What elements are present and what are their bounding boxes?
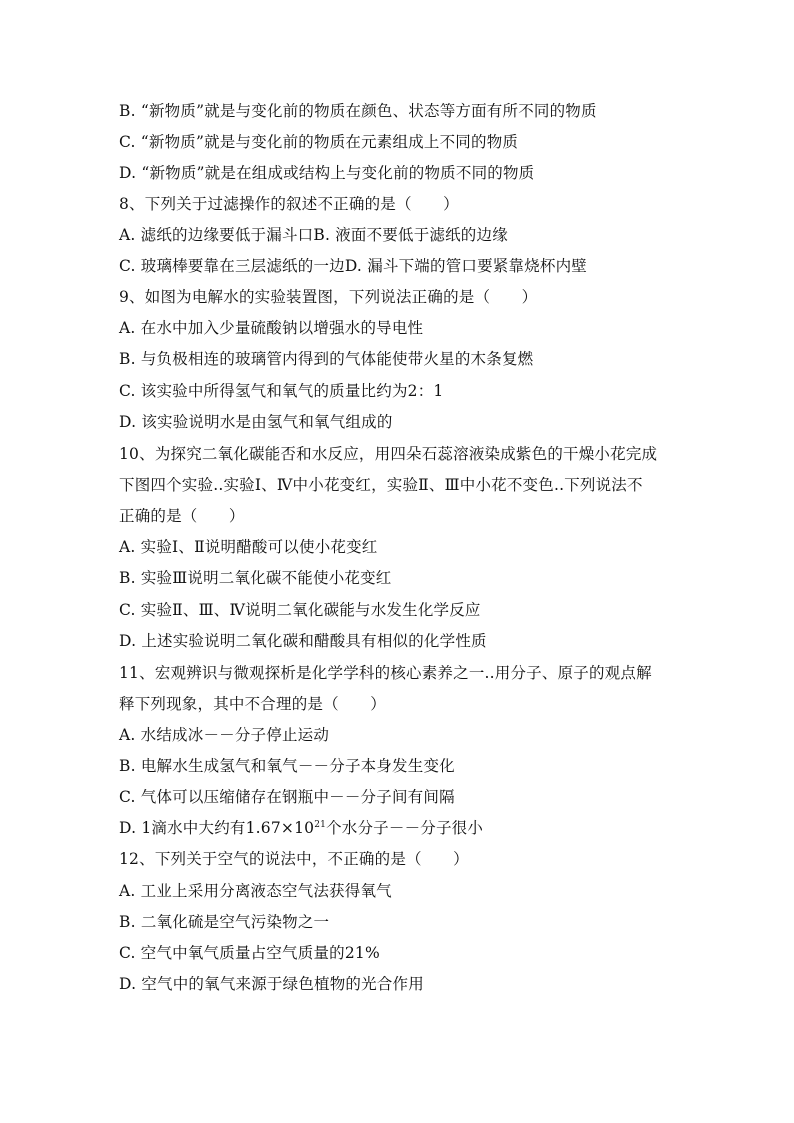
q12-option-d: D. 空气中的氧气来源于绿色植物的光合作用 — [119, 975, 424, 993]
q11-option-d — [119, 813, 483, 844]
q9-option-b: B. 与负极相连的玻璃管内得到的气体能使带火星的木条复燃 — [119, 350, 534, 368]
exponent: 21 — [314, 819, 327, 830]
q9-option-d: D. 该实验说明水是由氢气和氧气组成的 — [119, 413, 393, 431]
q12-option-c: C. 空气中氧气质量占空气质量的21% — [119, 944, 380, 962]
q11-stem-line1: 11、宏观辨识与微观探析是化学学科的核心素养之一..用分子、原子的观点解 — [119, 664, 652, 682]
q11-option-b: B. 电解水生成氢气和氧气－－分子本身发生变化 — [119, 757, 455, 775]
q9-stem: 9、如图为电解水的实验装置图，下列说法正确的是（ ） — [119, 288, 538, 306]
q10-option-c: C. 实验Ⅱ、Ⅲ、Ⅳ说明二氧化碳能与水发生化学反应 — [119, 601, 481, 619]
q7-option-b: B. “新物质”就是与变化前的物质在颜色、状态等方面有所不同的物质 — [119, 102, 597, 120]
q10-stem-line2: 下图四个实验..实验Ⅰ、Ⅳ中小花变红，实验Ⅱ、Ⅲ中小花不变色..下列说法不 — [119, 476, 643, 494]
q9-option-c: C. 该实验中所得氢气和氧气的质量比约为2：1 — [119, 382, 444, 400]
q11-option-c: C. 气体可以压缩储存在钢瓶中－－分子间有间隔 — [119, 788, 455, 806]
q8-options-ab: A. 滤纸的边缘要低于漏斗口B. 液面不要低于滤纸的边缘 — [119, 226, 508, 244]
q10-option-d: D. 上述实验说明二氧化碳和醋酸具有相似的化学性质 — [119, 632, 487, 650]
q11-option-d-tail: 个水分子－－分子很小 — [326, 819, 484, 837]
q7-option-d: D. “新物质”就是在组成或结构上与变化前的物质不同的物质 — [119, 164, 535, 182]
q7-option-c: C. “新物质”就是与变化前的物质在元素组成上不同的物质 — [119, 133, 519, 151]
q11-option-d-text: D. 1滴水中大约有1.67×10 — [119, 819, 315, 837]
q10-stem-line3: 正确的是（ ） — [119, 507, 245, 525]
q10-option-b: B. 实验Ⅲ说明二氧化碳不能使小花变红 — [119, 569, 392, 587]
q8-options-cd: C. 玻璃棒要靠在三层滤纸的一边D. 漏斗下端的管口要紧靠烧杯内壁 — [119, 257, 587, 275]
q11-stem-line2: 释下列现象，其中不合理的是（ ） — [119, 695, 386, 713]
q10-stem-line1: 10、为探究二氧化碳能否和水反应，用四朵石蕊溶液染成紫色的干燥小花完成 — [119, 445, 658, 463]
q9-option-a: A. 在水中加入少量硫酸钠以增强水的导电性 — [119, 319, 424, 337]
q12-option-b: B. 二氧化硫是空气污染物之一 — [119, 913, 330, 931]
q12-option-a: A. 工业上采用分离液态空气法获得氧气 — [119, 882, 392, 900]
q8-stem: 8、下列关于过滤操作的叙述不正确的是（ ） — [119, 195, 459, 213]
q12-stem: 12、下列关于空气的说法中，不正确的是（ ） — [119, 850, 469, 868]
q11-option-a: A. 水结成冰－－分子停止运动 — [119, 726, 330, 744]
q10-option-a: A. 实验Ⅰ、Ⅱ说明醋酸可以使小花变红 — [119, 538, 378, 556]
